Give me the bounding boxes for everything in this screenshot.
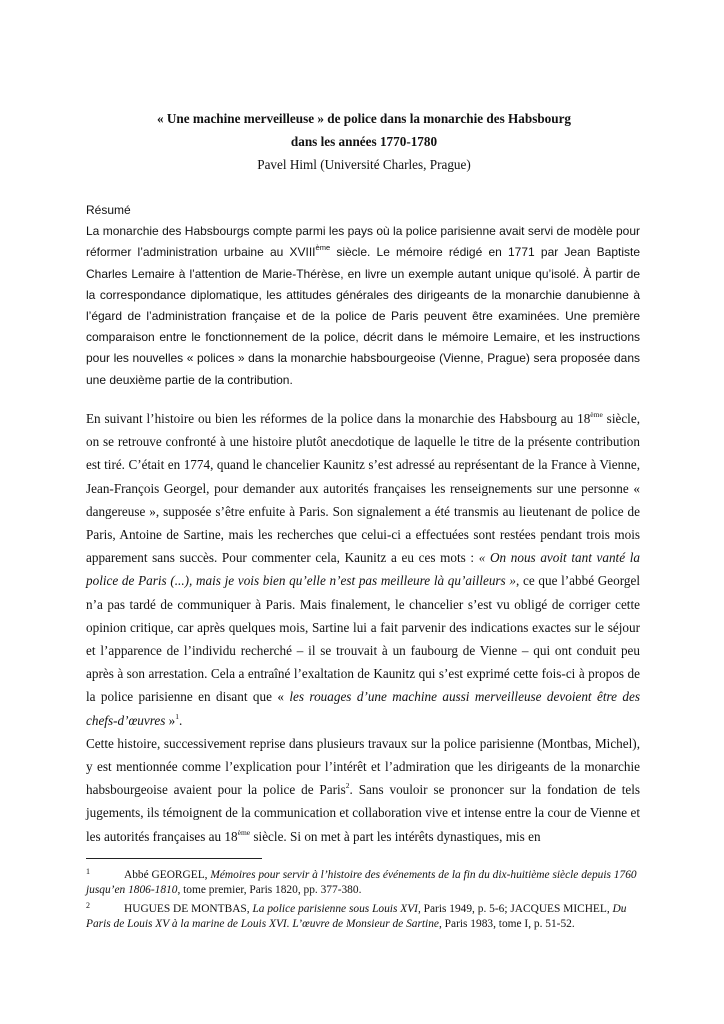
p1-text-b: siècle, on se retrouve confronté à une histoire plutôt anecdotique de laquelle le titre de la présente contribution est tiré. C’était en 1774, quand le chancelier Kaunitz s’est adressé au représentant de la France à Vienne, Jean-François Georgel, pour demander aux autorités françaises les renseignements sur une personne « dangereuse », supposée s’être enfuite à Paris. Son signalement a été transmis au lieutenant de police de Paris, Antoine de Sartine, mais les recherches que celui-ci a effectuées sont restées pendant trois mois apparement sans succès. Pour commenter cela, Kaunitz a eu ces mots : xyxy=(86,411,640,566)
title-line-1: « Une machine merveilleuse » de police dans la monarchie des Habsbourg xyxy=(156,111,572,126)
p1-quote-1: « On nous avoit tant vanté la police de Paris (...), mais je vois bien qu’elle n’est pas meilleure là qu’ailleurs » xyxy=(86,550,640,589)
footnote-ref-2[interactable]: 2 xyxy=(345,781,350,791)
footnote-2-text-b: , Paris 1949, p. 5-6; JACQUES MICHEL, xyxy=(417,903,613,915)
footnote-1 xyxy=(86,864,640,898)
footnote-1-number: 1 xyxy=(86,867,90,876)
footnote-2-text-c: , Paris 1983, tome I, p. 51-52. xyxy=(438,918,575,930)
abstract-heading: Résumé xyxy=(86,203,131,217)
author-line: Pavel Himl (Université Charles, Prague) xyxy=(257,157,471,172)
p1-text-e: . xyxy=(178,712,183,728)
abstract-text-b: siècle. Le mémoire rédigé en 1771 par Jean Baptiste Charles Lemaire à l’attention de Marie-Thérèse, en livre un exemple autant unique qu’isolé. À partir de la correspondance diplomatique, les attitudes générales des dirigeants de la monarchie danubienne à l’égard de l’administration française et de la police de Paris peuvent être examinées. Une première comparaison entre le fonctionnement de la police, décrit dans le mémoire Lemaire, et les instructions pour les nouvelles « polices » dans la monarchie habsbourgeoise (Vienne, Prague) sera proposée dans une deuxième partie de la contribution. xyxy=(86,245,640,387)
abstract-superscript: ème xyxy=(315,243,331,253)
footnote-divider xyxy=(86,858,262,859)
title-line-2: dans les années 1770-1780 xyxy=(290,134,438,149)
p1-quote-2: les rouages d’une machine aussi merveilleuse devoient être des chefs-d’œuvres xyxy=(86,689,641,728)
footnote-2-title-2: Du Paris de Louis XV à la marine de Louis XVI. L’œuvre de Monsieur de Sartine xyxy=(86,903,627,930)
abstract-paragraph xyxy=(86,221,640,391)
footnote-1-title: Mémoires pour servir à l’histoire des événements de la fin du dix-huitième siècle depuis 1760 jusqu’en 1806-1810 xyxy=(86,869,637,896)
body-paragraph-1 xyxy=(86,407,640,732)
p1-text-d: » xyxy=(165,712,176,728)
body-paragraph-2 xyxy=(86,732,640,848)
footnote-2 xyxy=(86,898,640,932)
p1-text-c: , ce que l’abbé Georgel n’a pas tardé de communiquer à Paris. Mais finalement, le chancelier s’est vu obligé de corriger cette opinion critique, car après quelques mois, Sartine lui a fait parvenir des indications exactes sur le séjour et l’apparence de l’individu recherché – il se trouvait à un faubourg de Vienne – qui ont conduit peu après à son arrestation. Cela a entraîné l’exaltation de Kaunitz qui s’est exprimé cette fois-ci à propos de la police parisienne en disant que « xyxy=(86,573,641,705)
p1-superscript: ème xyxy=(590,410,603,419)
footnote-1-text-a: Abbé GEORGEL, xyxy=(124,869,211,881)
footnote-2-title-1: La police parisienne sous Louis XVI xyxy=(252,903,418,915)
p2-text-b: . Sans vouloir se prononcer sur la fondation de tels jugements, ils témoignent de la communication et collaboration vive et intense entre la cour de Vienne et les autorités françaises au 18 xyxy=(86,782,641,844)
footnote-2-number: 2 xyxy=(86,901,90,910)
p1-text-a: En suivant l’histoire ou bien les réformes de la police dans la monarchie des Habsbourg au 18 xyxy=(86,411,591,426)
p2-text-c: siècle. Si on met à part les intérêts dynastiques, mis en xyxy=(250,828,541,844)
footnotes xyxy=(86,864,640,932)
abstract-section xyxy=(86,200,640,391)
abstract-text-a: La monarchie des Habsbourgs compte parmi les pays où la police parisienne avait servi de modèle pour réformer l’administration urbaine au XVIII xyxy=(86,224,640,260)
footnote-1-text-b: , tome premier, Paris 1820, pp. 377-380. xyxy=(177,884,362,896)
p2-superscript: ème xyxy=(237,827,251,837)
footnote-ref-1[interactable]: 1 xyxy=(175,711,179,721)
footnote-2-text-a: HUGUES DE MONTBAS, xyxy=(124,903,253,915)
title-block xyxy=(86,107,642,176)
body-text xyxy=(86,407,640,848)
p2-text-a: Cette histoire, successivement reprise dans plusieurs travaux sur la police parisienne (Montbas, Michel), y est mentionnée comme l’explication pour l’intérêt et l’admiration que les dirigeants de la monarchie habsbourgeoise avaient pour la police de Paris xyxy=(86,735,640,798)
